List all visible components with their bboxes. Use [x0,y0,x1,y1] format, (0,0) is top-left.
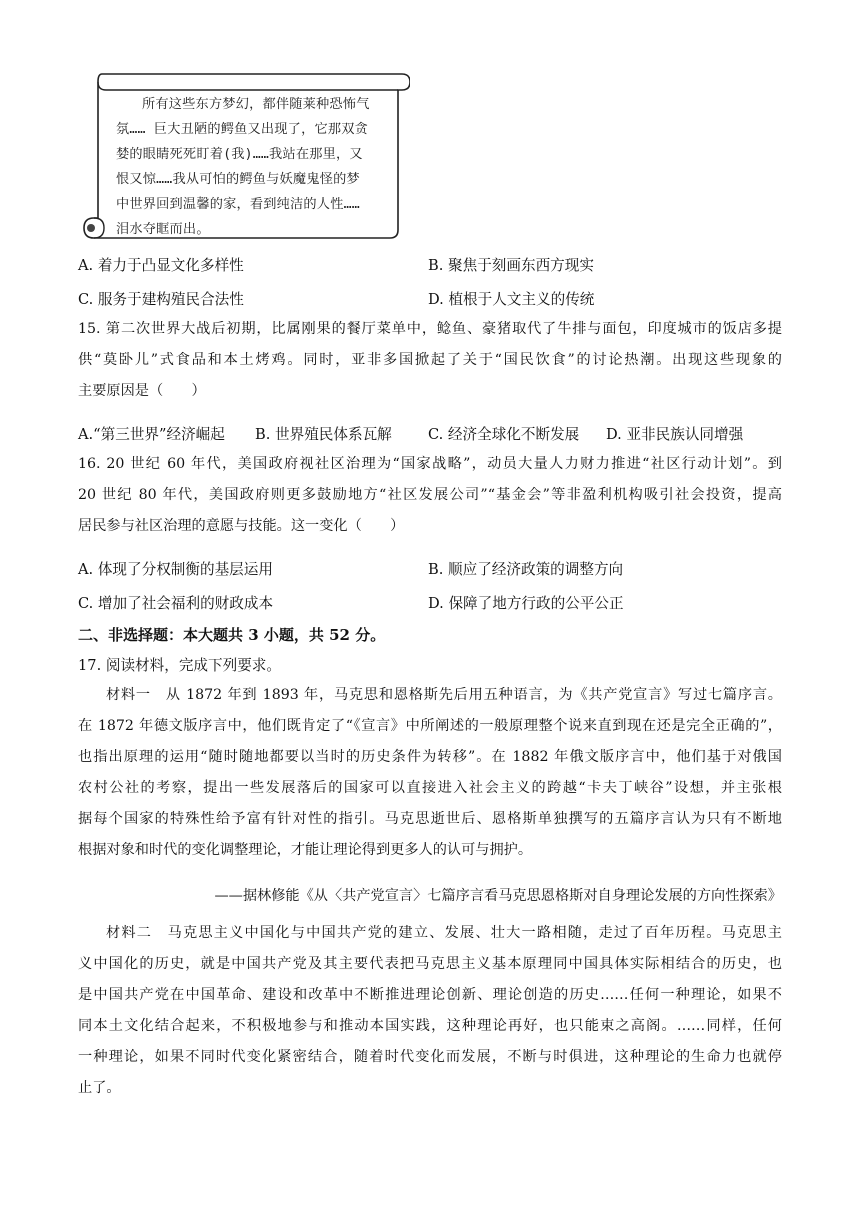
scroll-line: 泪水夺眶而出。 [116,222,210,237]
q16-stem [78,449,782,542]
material-one-source: ——据林修能《从〈共产党宣言〉七篇序言看马克思恩格斯对自身理论发展的方向性探索》 [214,888,782,904]
material-two-line: 止了。 [78,1080,121,1096]
q17-intro: 17. 阅读材料，完成下列要求。 [78,657,281,674]
material-two-line: 义中国化的历史，就是中国共产党及其主要代表把马克思主义基本原理同中国具体实际相结合的历史，也 [78,956,782,972]
material-one-line: 农村公社的考察，提出一些发展落后的国家可以直接进入社会主义的跨越“卡夫丁峡谷”设想，并主张根 [78,780,782,796]
q16-option-c: C. 增加了社会福利的财政成本 [78,595,274,612]
material-two-line: 一种理论，如果不同时代变化紧密结合，随着时代变化而发展，不断与时俱进，这种理论的生命力也就停 [78,1049,782,1065]
q16-line: 居民参与社区治理的意愿与技能。这一变化（ ） [78,518,405,534]
material-two-line: 同本土文化结合起来，不积极地参与和推动本国实践，这种理论再好，也只能束之高阁。……同样，任何 [78,1018,782,1034]
q15-option-c: C. 经济全球化不断发展 [428,426,580,443]
q16-option-a: A. 体现了分权制衡的基层运用 [78,561,273,578]
q14-option-a: A. 着力于凸显文化多样性 [78,257,244,274]
q16-option-b: B. 顺应了经济政策的调整方向 [428,561,624,578]
material-two-line: 材料二 马克思主义中国化与中国共产党的建立、发展、壮大一路相随，走过了百年历程。马克思主 [106,925,782,941]
material-one-line: 据每个国家的特殊性给予富有针对性的指引。马克思逝世后、恩格斯单独撰写的五篇序言认为只有不断地 [78,811,782,827]
material-two [78,918,782,1104]
q16-line: 16. 20 世纪 60 年代，美国政府视社区治理为“国家战略”，动员大量人力财力推进“社区行动计划”。到 [78,456,782,472]
scroll-line: 所有这些东方梦幻，都伴随莱种恐怖气 [142,97,370,112]
scroll-line: 恨又惊……我从可怕的鳄鱼与妖魔鬼怪的梦 [116,172,360,187]
material-one [78,680,782,866]
scroll-line: 氛…… 巨大丑陋的鳄鱼又出现了，它那双贪 [116,122,369,137]
q16-option-d: D. 保障了地方行政的公平公正 [428,595,624,612]
q14-option-d: D. 植根于人文主义的传统 [428,291,595,308]
material-one-line: 也指出原理的运用“随时随地都要以当时的历史条件为转移”。在 1882 年俄文版序言中，他们基于对俄国 [78,749,782,765]
q15-option-d: D. 亚非民族认同增强 [606,426,744,443]
section-heading: 二、非选择题：本大题共 3 小题，共 52 分。 [78,626,386,644]
scroll-line: 中世界回到温馨的家，看到纯洁的人性…… [116,197,360,212]
q14-option-c: C. 服务于建构殖民合法性 [78,291,244,308]
scroll-illustration [80,70,410,242]
q15-option-a: A.“第三世界”经济崛起 [78,426,225,443]
q15-line: 15. 第二次世界大战后初期，比属刚果的餐厅菜单中，鲶鱼、豪猪取代了牛排与面包，印度城市的饭店多提 [78,321,782,337]
scroll-line: 婪的眼睛死死盯着(我)……我站在那里，又 [116,147,363,162]
material-two-line: 是中国共产党在中国革命、建设和改革中不断推进理论创新、理论创造的历史……任何一种理论，如果不 [78,987,782,1003]
material-one-line: 材料一 从 1872 年到 1893 年，马克思和恩格斯先后用五种语言，为《共产党宣言》写过七篇序言。 [106,687,782,703]
q14-option-b: B. 聚焦于刻画东西方现实 [428,257,594,274]
scroll-text [116,92,386,242]
q15-line: 供“莫卧儿”式食品和本土烤鸡。同时，亚非多国掀起了关于“国民饮食”的讨论热潮。出现这些现象的 [78,352,782,368]
q15-stem [78,314,782,407]
q15-line: 主要原因是（ ） [78,383,206,399]
material-one-line: 在 1872 年德文版序言中，他们既肯定了“《宣言》中所阐述的一般原理整个说来直到现在还是完全正确的”， [78,718,782,734]
q16-line: 20 世纪 80 年代，美国政府则更多鼓励地方“社区发展公司”“基金会”等非盈利机构吸引社会投资，提高 [78,487,782,503]
q15-option-b: B. 世界殖民体系瓦解 [255,426,392,443]
material-one-line: 根据对象和时代的变化调整理论，才能让理论得到更多人的认可与拥护。 [78,842,533,858]
